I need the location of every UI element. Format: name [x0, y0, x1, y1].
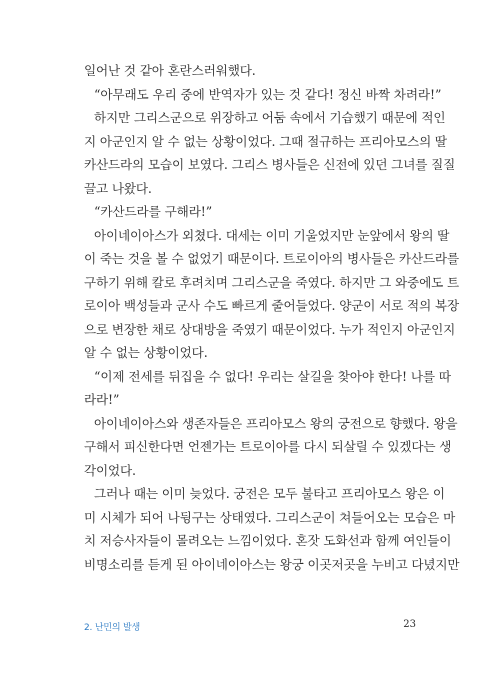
text-line: 미 시체가 되어 나뒹구는 상태였다. 그리스군이 쳐들어오는 모습은 마 — [84, 509, 456, 525]
text-line: 각이었다. — [84, 462, 136, 478]
paragraph-start-line: 하지만 그리스군으로 위장하고 어둠 속에서 기습했기 때문에 적인 — [94, 110, 446, 125]
text-line: 카산드라의 모습이 보였다. 그리스 병사들은 신전에 있던 그녀를 질질 — [84, 157, 456, 172]
text-line: 구하기 위해 칼로 후려치며 그리스군을 죽였다. 하지만 그 와중에도 트 — [84, 274, 459, 290]
chapter-title: 2. 난민의 발생 — [84, 623, 140, 633]
page-number: 23 — [403, 619, 416, 630]
text-line: 로이아 백성들과 군사 수도 빠르게 줄어들었다. 양군이 서로 적의 복장 — [84, 298, 459, 313]
text-line: 비명소리를 듣게 된 아이네이아스는 왕궁 이곳저곳을 누비고 다녔지만 — [84, 556, 460, 572]
paragraph-start-line: 아이네이아스와 생존자들은 프리아모스 왕의 궁전으로 향했다. 왕을 — [94, 415, 458, 431]
dialogue-line: “카산드라를 구해라!” — [94, 204, 213, 219]
page-footer — [84, 620, 416, 636]
text-line: 지 아군인지 알 수 없는 상황이었다. 그때 절규하는 프리아모스의 딸 — [84, 133, 447, 149]
text-line: 알 수 없는 상황이었다. — [84, 345, 208, 360]
body-text — [84, 59, 460, 576]
text-line: 치 저승사자들이 몰려오는 느낌이었다. 혼잣 도화선과 함께 여인들이 — [84, 533, 452, 548]
paragraph-start-line: 그러나 때는 이미 늦었다. 궁전은 모두 불타고 프리아모스 왕은 이 — [94, 486, 445, 501]
text-line: 이 죽는 것을 볼 수 없었기 때문이다. 트로이아의 병사들은 카산드라를 — [84, 251, 459, 266]
text-line: 라라!” — [84, 392, 120, 407]
text-line: 으로 변장한 채로 상대방을 죽였기 때문이었다. 누가 적인지 아군인지 — [84, 321, 456, 337]
text-line: 끌고 나왔다. — [84, 180, 152, 196]
dialogue-line: “아무래도 우리 중에 반역자가 있는 것 같다! 정신 바짝 차려라!” — [94, 86, 442, 102]
paragraph-start-line: 아이네이아스가 외쳤다. 대세는 이미 기울었지만 눈앞에서 왕의 딸 — [94, 227, 450, 243]
text-line: 구해서 피신한다면 언젠가는 트로이아를 다시 되살릴 수 있겠다는 생 — [84, 439, 452, 454]
dialogue-line: “이제 전세를 뒤집을 수 없다! 우리는 살길을 찾아야 한다! 나를 따 — [94, 368, 451, 384]
text-line: 일어난 것 같아 혼란스러워했다. — [84, 63, 256, 78]
